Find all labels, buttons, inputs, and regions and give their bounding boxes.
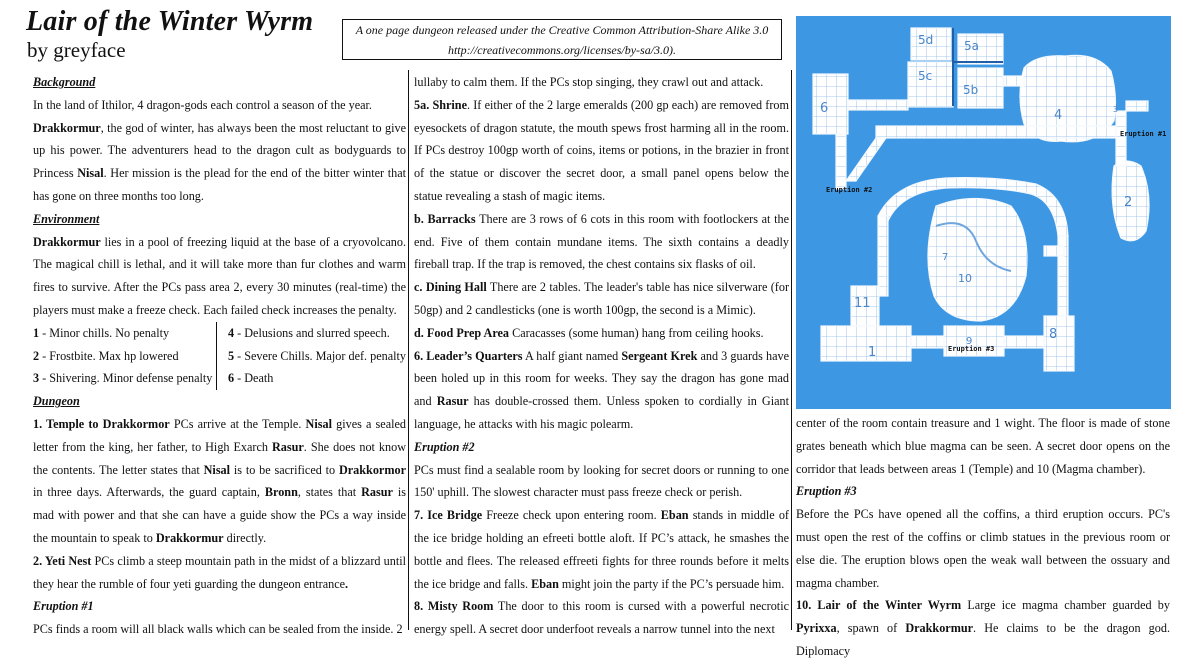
map-label-room-1: 1 — [868, 345, 877, 360]
license-link[interactable]: http://creativecommons.org/licenses/by-sa/3.0). — [447, 43, 677, 57]
map-corridor — [1116, 111, 1126, 166]
map-label-room-5b: 5b — [963, 83, 979, 97]
map-room-8 — [1044, 316, 1074, 371]
map-label-eruption-2: Eruption #2 — [826, 186, 873, 194]
dungeon-map — [796, 16, 1171, 409]
freeze-penalty-row: 1 - Minor chills. No penalty 4 - Delusions and slurred speech. — [33, 322, 406, 345]
map-label-room-5a: 5a — [964, 39, 979, 53]
map-corridor — [1044, 246, 1064, 256]
map-label-room-9: 9 — [966, 336, 973, 347]
freeze-penalty-row: 3 - Shivering. Minor defense penalty 6 - Death — [33, 367, 406, 390]
license-text: A one page dungeon released under the Creative Common Attribution-Share Alike 3.0 — [355, 23, 769, 37]
column-3 — [796, 412, 1170, 663]
map-label-room-8: 8 — [1049, 327, 1058, 342]
column-divider-1 — [408, 70, 409, 630]
area-5b-text: b. Barracks There are 3 rows of 6 cots in this room with footlockers at the end. Five of them contain mundane items. The sixth contains a deadly fireball trap. If the trap is removed, the chest contains six flasks of oil. — [414, 211, 790, 272]
area-9-text: center of the room contain treasure and 1 wight. The floor is made of stone grates beneath which blue magma can be seen. A secret door opens on the corridor that leads between areas 1 (Temple) and 10 (Magma chamber). — [796, 416, 1170, 476]
map-corridor — [848, 100, 908, 110]
area-10-text: 10. Lair of the Winter Wyrm Large ice magma chamber guarded by Pyrixxa, spawn of Drakkormur. He claims to be the dragon god. Diplomacy — [796, 598, 1170, 658]
area-5c-text: c. Dining Hall There are 2 tables. The leader's table has nice silverware (for 50gp) and 2 candlesticks (one is worth 100gp, the second is a Mimic). — [414, 280, 790, 317]
map-label-room-10: 10 — [958, 272, 972, 285]
eruption-1-heading: Eruption #1 — [33, 599, 94, 614]
column-1 — [33, 71, 406, 641]
dungeon-heading: Dungeon — [33, 394, 80, 409]
license-box — [342, 19, 782, 60]
map-label-eruption-1: Eruption #1 — [1120, 130, 1167, 138]
area-8-text: 8. Misty Room The door to this room is cursed with a powerful necrotic energy spell. A secret door underfoot reveals a narrow tunnel into the next — [414, 599, 789, 637]
column-divider-2 — [791, 70, 792, 630]
environment-text: Drakkormur lies in a pool of freezing liquid at the base of a cryovolcano. The magical chill is lethal, and it will take more than fur clothes and warm fires to survive. After the PCs pass area 2, every 30 minutes (real-time) the players must make a freeze check. Each failed check increases the penalty. — [33, 234, 406, 317]
background-text: In the land of Ithilor, 4 dragon-gods each control a season of the year. Drakkormur, the god of winter, has always been the most reluctant to give up his power. The adventurers head to the dragon cult as bodyguards to Princess Nisal. Her mission is the plead for the end of the bitter winter that has gone on three months too long. — [33, 97, 406, 203]
eruption-2-text: PCs must find a sealable room by looking for secret doors or running to one 150' uphill. The slowest character must pass freeze check or perish. — [414, 462, 789, 500]
map-room-1 — [821, 326, 911, 361]
map-corridor — [1126, 101, 1148, 111]
map-label-room-3: 3 — [1113, 105, 1119, 114]
area-5a-text: 5a. Shrine. If either of the 2 large emeralds (200 gp each) are removed from eyesockets of dragon statute, the mouth spews frost harming all in the room. If PCs destroy 100gp worth of coins, items or potions, in the brazier in front of the statue or discover the secret door, a small panel opens below the statue revealing a stash of magic items. — [414, 97, 789, 203]
map-corridor — [1004, 76, 1024, 86]
map-label-room-5d: 5d — [918, 33, 934, 47]
map-label-room-7: 7 — [942, 252, 949, 263]
area-2-text: 2. Yeti Nest PCs climb a steep mountain path in the midst of a blizzard until they hear the rumble of four yeti guarding the dungeon entrance. — [33, 553, 406, 591]
map-label-room-6: 6 — [820, 101, 829, 116]
eruption-2-heading: Eruption #2 — [414, 439, 475, 454]
background-heading: Background — [33, 75, 96, 89]
area-6-text: 6. Leader’s Quarters A half giant named Sergeant Krek and 3 guards have been holed up in this room for weeks. They say the dragon has gone mad and Rasur has double-crossed them. Unless spoken to cordially in Giant language, he attacks with his magic polearm. — [414, 348, 790, 431]
map-label-room-11: 11 — [854, 296, 871, 311]
area-1-text: 1. Temple to Drakkormor PCs arrive at the Temple. Nisal gives a sealed letter from the king, her father, to High Exarch Rasur. She does not know the contents. The letter states that Nisal is to be sacrificed to Drakkormor in three days. Afterwards, the guard captain, Bronn, states that Rasur is mad with power and that she can have a guide show the PCs a way inside the mountain to speak to Drakkormur directly. — [33, 416, 407, 545]
map-corridor — [836, 134, 846, 189]
lullaby-text: lullaby to calm them. If the PCs stop singing, they crawl out and attack. — [414, 75, 764, 89]
document-title: Lair of the Winter Wyrm — [26, 6, 314, 37]
map-label-eruption-3: Eruption #3 — [948, 345, 995, 353]
environment-heading: Environment — [33, 211, 100, 226]
author-byline: by greyface — [27, 38, 126, 62]
column-2 — [414, 71, 789, 641]
area-5d-text: d. Food Prep Area Caracasses (some human) hang from ceiling hooks. — [414, 325, 764, 340]
map-label-room-2: 2 — [1124, 195, 1133, 210]
eruption-3-heading: Eruption #3 — [796, 484, 857, 499]
freeze-penalty-table — [33, 322, 406, 390]
eruption-1-text: PCs finds a room will all black walls which can be sealed from the inside. 2 — [33, 622, 403, 637]
eruption-3-text: Before the PCs have opened all the coffins, a third eruption occurs. PC's must open the rest of the coffins or climb statues in the previous room or else die. The eruption blows open the weak wall between the ossuary and magma chamber. — [796, 507, 1170, 590]
map-label-room-5c: 5c — [918, 69, 933, 83]
map-label-room-4: 4 — [1054, 108, 1063, 123]
map-corridor — [878, 216, 888, 296]
map-corridor — [876, 126, 1116, 138]
area-7-text: 7. Ice Bridge Freeze check upon entering room. Eban stands in middle of the ice bridge holding an efreeti bottle aloft. If PC’s attack, he smashes the bottle and flees. The released effreeti fights for three rounds before it melts the ice bridge and falls. Eban might join the party if the PC’s persuade him. — [414, 508, 789, 591]
map-room-6 — [813, 74, 848, 134]
freeze-penalty-row: 2 - Frostbite. Max hp lowered 5 - Severe Chills. Major def. penalty — [33, 345, 406, 368]
